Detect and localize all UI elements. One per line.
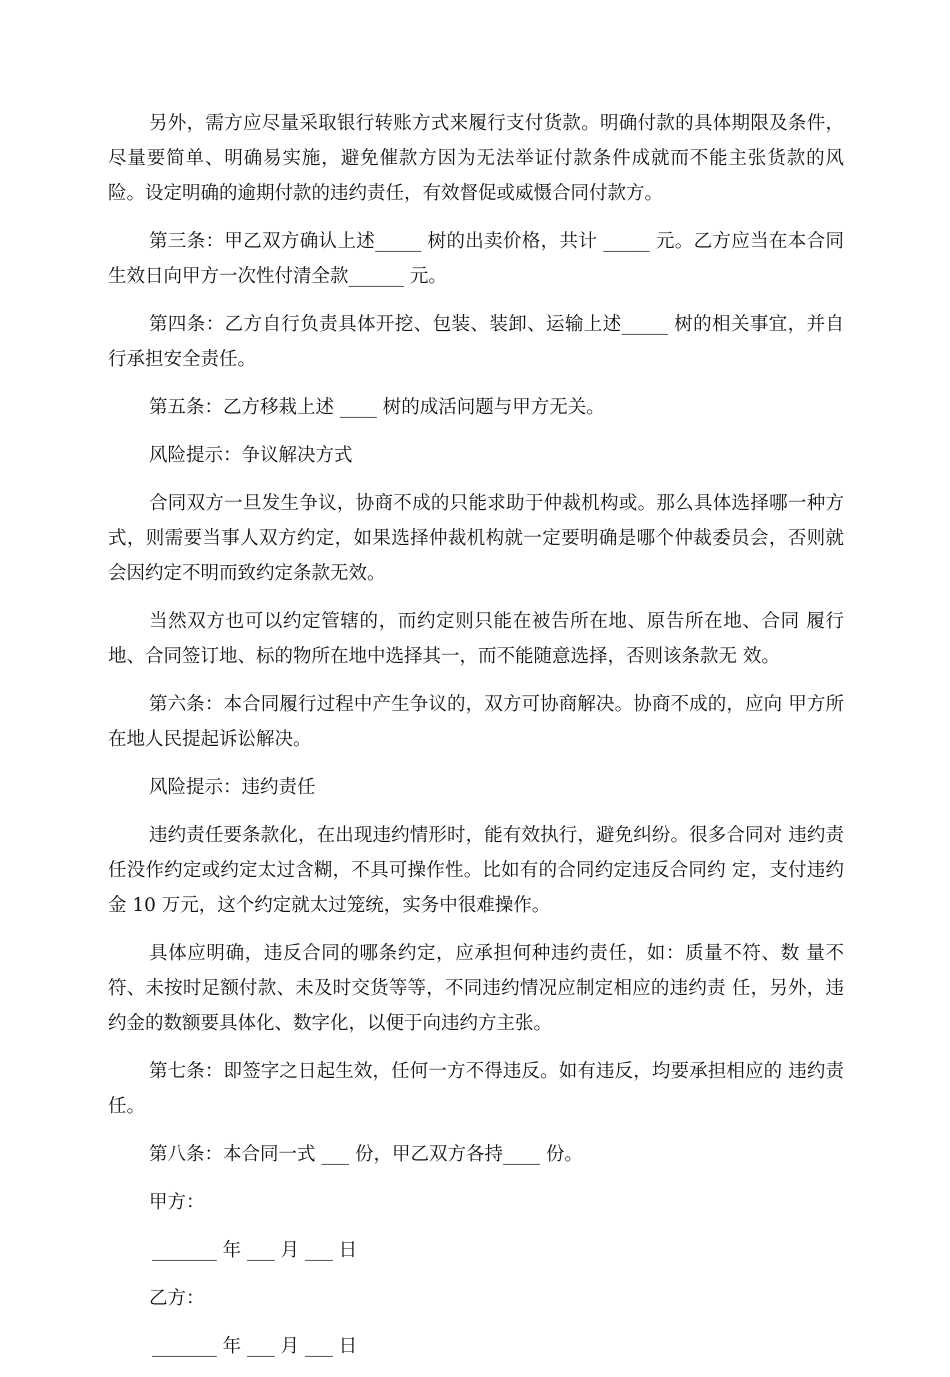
party-a-label: 甲方： [149, 1192, 205, 1213]
article-7-paragraph: 第七条：即签字之日起生效，任何一方不得违反。如有违反，均要承担相应的 违约责任。 [108, 1061, 844, 1117]
contract-page [108, 106, 844, 1377]
party-a-date: _______ 年 ___ 月 ___ 日 [152, 1240, 358, 1261]
liability-detail-paragraph: 具体应明确，违反合同的哪条约定，应承担何种违约责任，如：质量不符、数 量不符、未按时足额付款、未及时交货等等，不同违约情况应制定相应的违约责 任，另外，违约金的数额要具体化、数字化，以便于向违约方主张。 [108, 943, 844, 1034]
payment-advice-paragraph: 另外，需方应尽量采取银行转账方式来履行支付货款。明确付款的具体期限及条件，尽量要简单、明确易实施，避免催款方因为无法举证付款条件成就而不能主张货款的风险。设定明确的逾期付款的违约责任，有效督促或威慑合同付款方。 [108, 113, 844, 204]
risk-tip-liability-heading: 风险提示：违约责任 [149, 777, 316, 798]
article-4-paragraph: 第四条：乙方自行负责具体开挖、包装、装卸、运输上述_____ 树的相关事宜，并自行承担安全责任。 [108, 314, 844, 370]
article-3-paragraph: 第三条：甲乙双方确认上述_____ 树的出卖价格，共计 _____ 元。乙方应当在本合同生效日向甲方一次性付清全款______ 元。 [108, 231, 844, 287]
liability-explanation-paragraph: 违约责任要条款化，在出现违约情形时，能有效执行，避免纠纷。很多合同对 违约责任没作约定或约定太过含糊，不具可操作性。比如有的合同约定违反合同约 定，支付违约金 10 万元，这个约定就太过笼统，实务中很难操作。 [108, 825, 844, 916]
risk-tip-dispute-heading: 风险提示：争议解决方式 [149, 445, 353, 466]
article-6-paragraph: 第六条：本合同履行过程中产生争议的，双方可协商解决。协商不成的，应向 甲方所在地人民提起诉讼解决。 [108, 694, 844, 750]
article-5-paragraph: 第五条：乙方移栽上述 ____ 树的成活问题与甲方无关。 [149, 397, 605, 418]
party-b-date: _______ 年 ___ 月 ___ 日 [152, 1336, 358, 1357]
article-8-paragraph: 第八条：本合同一式 ___ 份，甲乙双方各持____ 份。 [149, 1144, 583, 1165]
jurisdiction-paragraph: 当然双方也可以约定管辖的，而约定则只能在被告所在地、原告所在地、合同 履行地、合同签订地、标的物所在地中选择其一，而不能随意选择，否则该条款无 效。 [108, 611, 844, 667]
party-b-label: 乙方： [149, 1288, 205, 1309]
dispute-explanation-paragraph: 合同双方一旦发生争议，协商不成的只能求助于仲裁机构或。那么具体选择哪一种方式，则需要当事人双方约定，如果选择仲裁机构就一定要明确是哪个仲裁委员会，否则就会因约定不明而致约定条款无效。 [108, 493, 844, 584]
